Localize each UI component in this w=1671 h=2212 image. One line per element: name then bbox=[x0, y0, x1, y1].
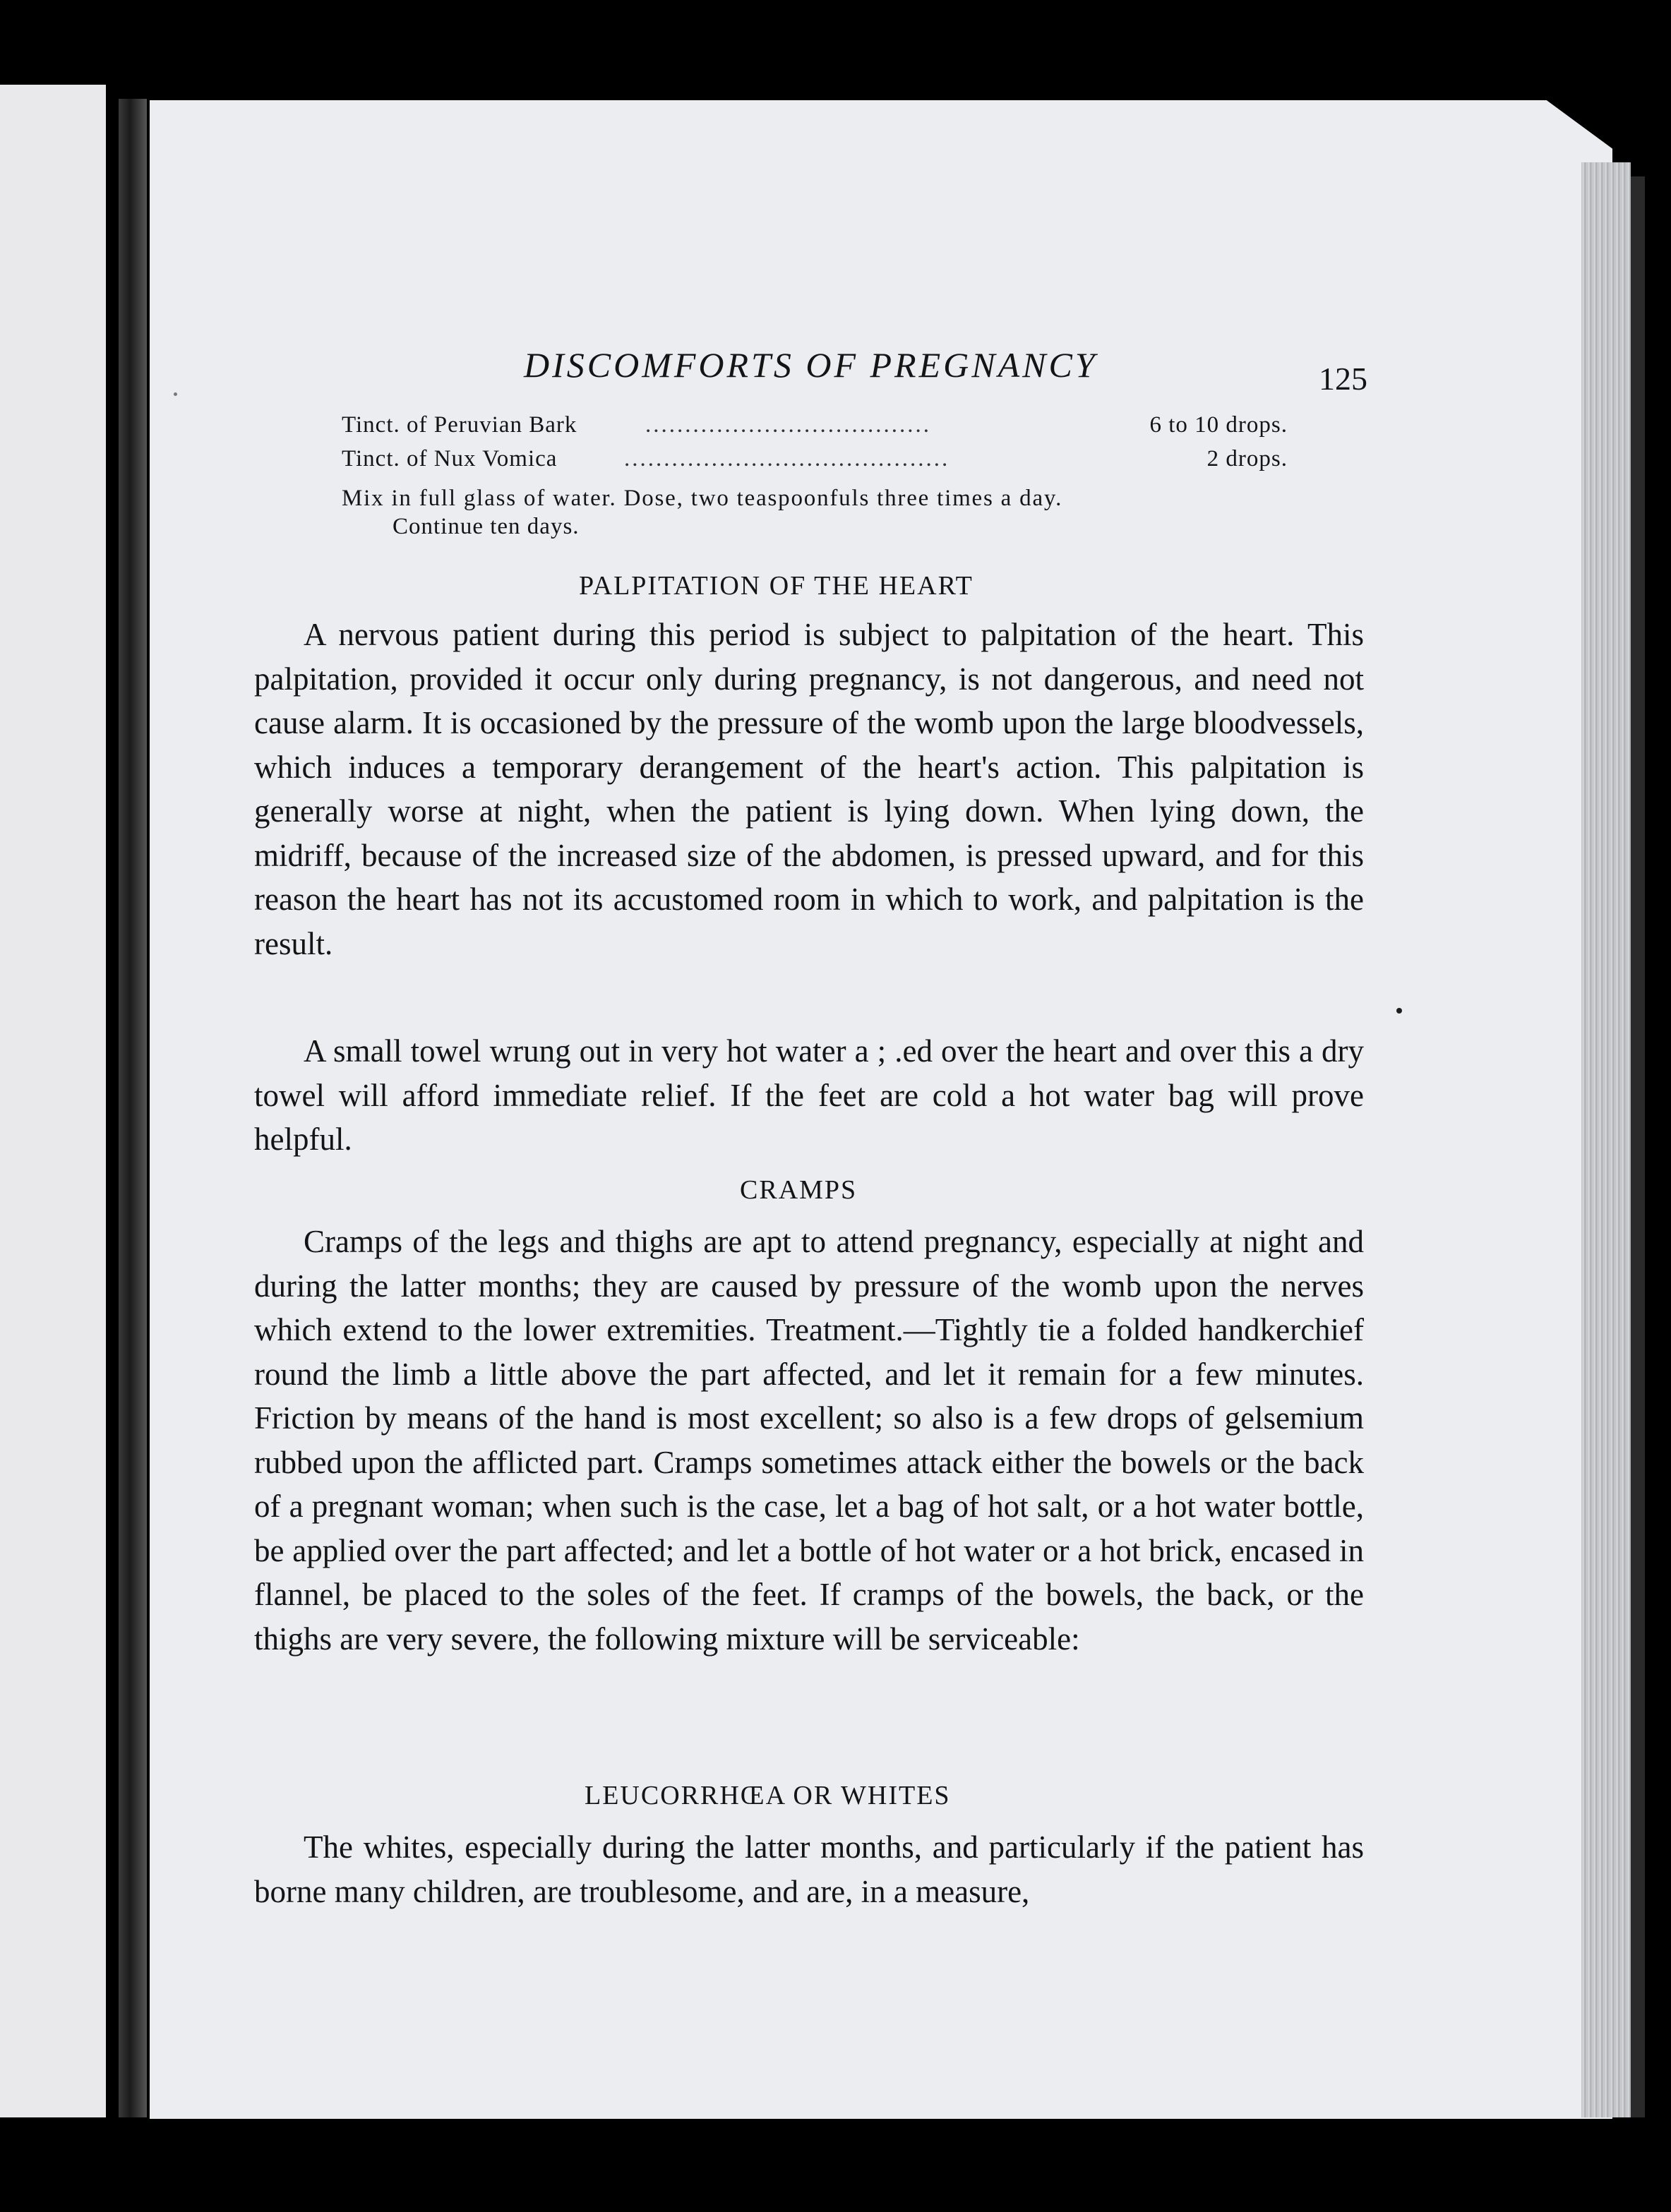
book-gutter bbox=[119, 99, 147, 2117]
paragraph-palpitation-2 bbox=[254, 1029, 1364, 1162]
section-heading-leucorrhoea: LEUCORRHŒA OR WHITES bbox=[585, 1781, 951, 1810]
section-heading-cramps: CRAMPS bbox=[740, 1175, 858, 1205]
prescription-line bbox=[342, 446, 1288, 477]
paragraph-cramps-1 bbox=[254, 1220, 1364, 1661]
page-stack-edge bbox=[1581, 162, 1631, 2117]
page-stack-shadow bbox=[1631, 176, 1645, 2117]
ingredient-name: Tinct. of Nux Vomica bbox=[342, 446, 558, 471]
prescription-instruction-continued: Continue ten days. bbox=[393, 514, 580, 539]
paragraph-text: The whites, especially during the latter months, and particularly if the patient has borne many children, are troublesome, and are, in a measure, bbox=[254, 1829, 1364, 1909]
leader-dots: ......................................... bbox=[624, 446, 950, 471]
paragraph-leucorrhoea-1 bbox=[254, 1825, 1364, 1913]
leader-dots: .................................... bbox=[645, 412, 931, 438]
paragraph-text: Cramps of the legs and thighs are apt to attend pregnancy, especially at night and during the latter months; they are caused by pressure of the womb upon the nerves which extend to the lower extremities. Treatment.—Tightly tie a folded handkerchief round the limb a little above the part affected, and let it remain for a few minutes. Friction by means of the hand is most excellent; so also is a few drops of gelsemium rubbed upon the afflicted part. Cramps sometimes attack either the bowels or the back of a pregnant woman; when such is the case, let a bag of hot salt, or a hot water bottle, be applied over the part affected; and let a bottle of hot water or a hot brick, encased in flannel, be placed to the soles of the feet. If cramps of the bowels, the back, or the thighs are very severe, the following mixture will be serviceable: bbox=[254, 1224, 1364, 1657]
prescription-instruction: Mix in full glass of water. Dose, two teaspoonfuls three times a day. bbox=[342, 486, 1063, 511]
paragraph-palpitation-1 bbox=[254, 613, 1364, 966]
page-number: 125 bbox=[1319, 361, 1367, 397]
paragraph-text: A small towel wrung out in very hot water a ; .ed over the heart and over this a dry towel will afford immediate relief. If the feet are cold a hot water bag will prove helpful. bbox=[254, 1033, 1364, 1157]
previous-page-edge bbox=[0, 85, 106, 2117]
prescription-line bbox=[342, 412, 1288, 443]
ingredient-dose: 2 drops. bbox=[1206, 446, 1288, 471]
section-heading-palpitation: PALPITATION OF THE HEART bbox=[579, 571, 974, 601]
paragraph-text: A nervous patient during this period is subject to palpitation of the heart. This palpitation, provided it occur only during pregnancy, is not dangerous, and need not cause alarm. It is occasioned by the pressure of the womb upon the large bloodvessels, which induces a temporary derangement of the heart's action. This palpitation is generally worse at night, when the patient is lying down. When lying down, the midriff, because of the increased size of the abdomen, is pressed upward, and for this reason the heart has not its accustomed room in which to work, and palpitation is the result. bbox=[254, 617, 1364, 961]
scan-speck bbox=[174, 392, 177, 396]
running-head: DISCOMFORTS OF PREGNANCY bbox=[524, 345, 1098, 385]
ingredient-dose: 6 to 10 drops. bbox=[1149, 412, 1288, 438]
ingredient-name: Tinct. of Peruvian Bark bbox=[342, 412, 577, 438]
scan-speck bbox=[1396, 1008, 1402, 1014]
